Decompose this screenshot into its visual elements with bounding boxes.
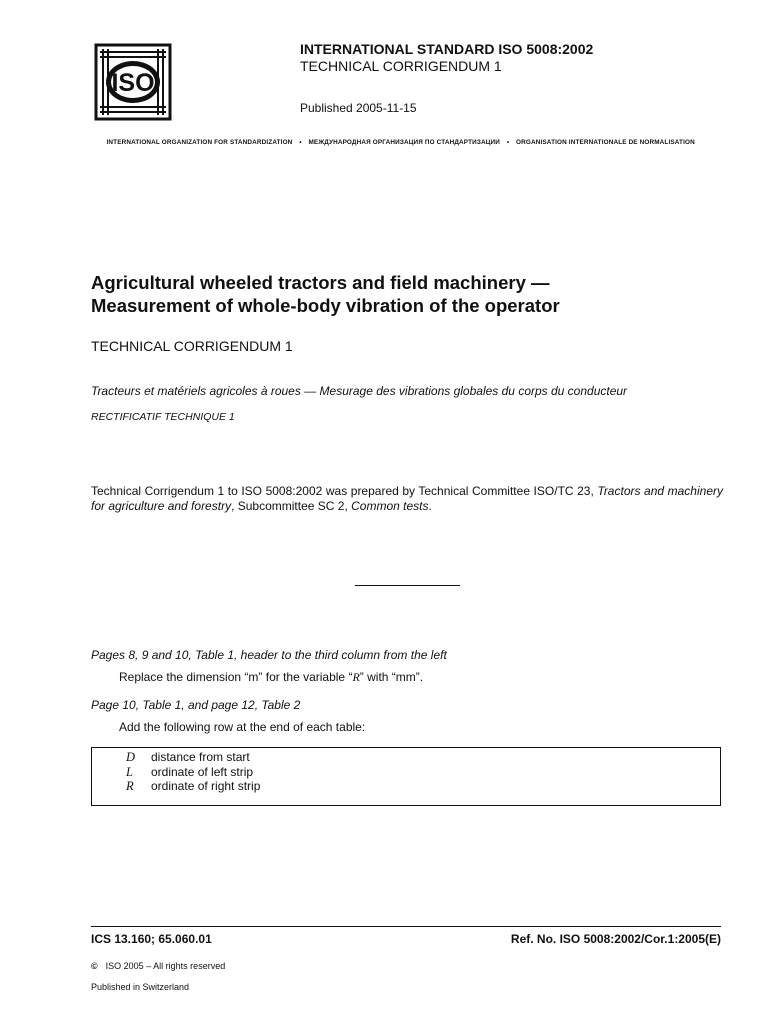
row-symbol: R xyxy=(126,779,134,793)
org-name-ru: МЕЖДУНАРОДНАЯ ОРГАНИЗАЦИЯ ПО СТАНДАРТИЗАЦИИ xyxy=(308,139,500,146)
intro-text: Technical Corrigendum 1 to ISO 5008:2002 was prepared by Technical Committee ISO/TC 23, xyxy=(91,484,598,498)
published-date: Published 2005-11-15 xyxy=(300,101,417,115)
intro-paragraph xyxy=(91,484,723,514)
copyright-notice xyxy=(91,961,225,971)
org-separator: • xyxy=(299,139,302,146)
intro-text: . xyxy=(428,499,432,513)
standard-title: INTERNATIONAL STANDARD ISO 5008:2002 xyxy=(300,41,594,57)
ics-code: ICS 13.160; 65.060.01 xyxy=(91,932,212,946)
row-symbol: D xyxy=(126,750,136,764)
intro-text: , Subcommittee SC 2, xyxy=(231,499,352,513)
document-title-line1: Agricultural wheeled tractors and field machinery — xyxy=(91,272,550,293)
subcommittee-name: Common tests xyxy=(351,499,429,513)
section2-body: Add the following row at the end of each table: xyxy=(119,720,366,734)
reference-number: Ref. No. ISO 5008:2002/Cor.1:2005(E) xyxy=(510,932,721,946)
table-rows-box xyxy=(91,747,721,806)
section-divider xyxy=(355,585,460,586)
copyright-text: ISO 2005 – All rights reserved xyxy=(105,961,226,971)
row-description: ordinate of right strip xyxy=(151,779,261,793)
org-separator: • xyxy=(506,139,510,146)
document-title xyxy=(91,271,731,317)
section1-text: ” with “mm”. xyxy=(359,670,424,684)
org-name-en: INTERNATIONAL ORGANIZATION FOR STANDARDIZATION xyxy=(106,139,293,146)
logo-text: ISO xyxy=(111,69,155,97)
section2-heading: Page 10, Table 1, and page 12, Table 2 xyxy=(91,698,301,712)
published-in: Published in Switzerland xyxy=(91,982,190,992)
table-row xyxy=(126,750,250,765)
document-title-line2: Measurement of whole-body vibration of the operator xyxy=(91,295,560,316)
section1-text: Replace the dimension “m” for the variable “ xyxy=(119,670,353,684)
row-symbol: L xyxy=(126,765,133,779)
org-name-fr: ORGANISATION INTERNATIONALE DE NORMALISATION xyxy=(516,139,695,146)
section1-body xyxy=(119,670,423,685)
footer-divider xyxy=(91,926,721,927)
table-row xyxy=(126,765,253,780)
french-title: Tracteurs et matériels agricoles à roues — Mesurage des vibrations globales du corps du conducteur xyxy=(91,384,628,398)
standard-subtitle: TECHNICAL CORRIGENDUM 1 xyxy=(300,58,502,74)
committee-name: Tractors and machinery for agriculture and forestry xyxy=(91,484,723,513)
row-description: ordinate of left strip xyxy=(151,765,254,779)
row-description: distance from start xyxy=(151,750,250,764)
table-row xyxy=(126,779,260,794)
iso-logo xyxy=(94,43,172,121)
copyright-symbol: © xyxy=(91,961,98,971)
organization-names xyxy=(91,139,710,146)
corrigendum-label: TECHNICAL CORRIGENDUM 1 xyxy=(91,338,293,354)
section1-heading: Pages 8, 9 and 10, Table 1, header to the third column from the left xyxy=(91,648,447,662)
variable-symbol: R xyxy=(352,670,360,684)
french-corrigendum-label: RECTIFICATIF TECHNIQUE 1 xyxy=(91,411,235,423)
